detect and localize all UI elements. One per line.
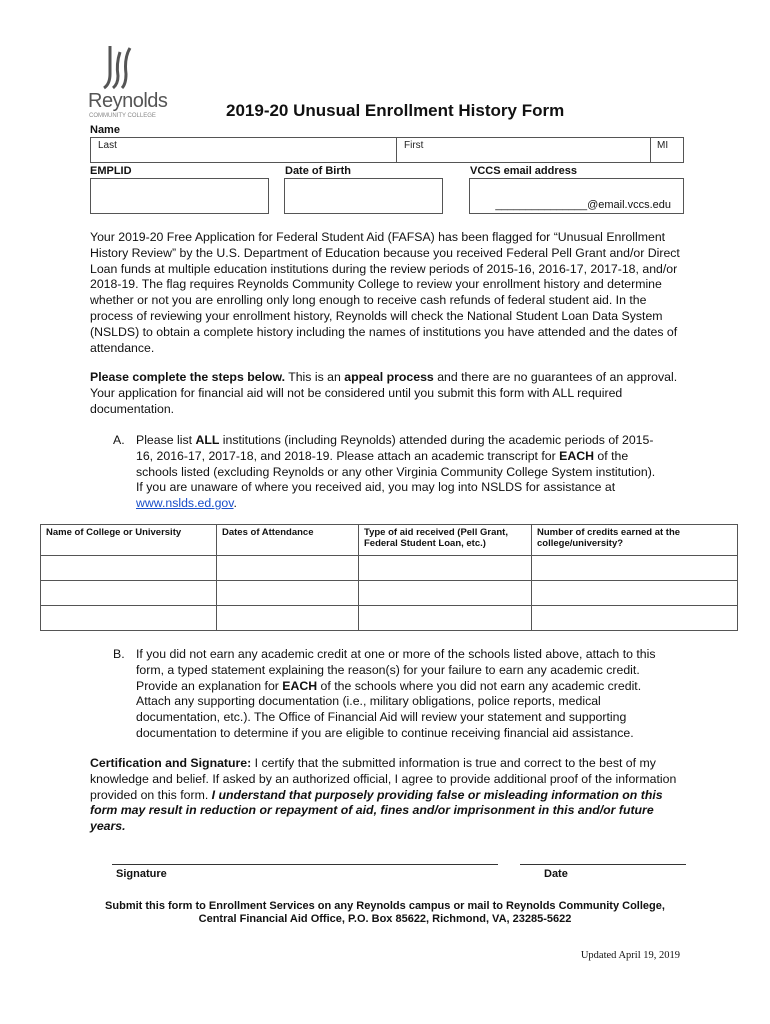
- t: of the schools listed (excluding Reynolds or any other Virginia Community College System institution). If you are unaware of where you received aid, you may log into NSLDS for assistance at: [136, 448, 656, 495]
- cell[interactable]: [359, 556, 532, 581]
- t: EACH: [282, 678, 318, 693]
- steps-text: This is an: [285, 370, 345, 384]
- first-name-field[interactable]: [396, 137, 651, 163]
- certification-paragraph: [90, 756, 686, 835]
- cell[interactable]: [359, 581, 532, 606]
- cell[interactable]: [217, 606, 359, 631]
- t: EACH: [559, 448, 594, 463]
- cert-heading: Certification and Signature:: [90, 756, 252, 770]
- name-label: Name: [90, 124, 120, 136]
- dob-label: Date of Birth: [285, 165, 351, 177]
- cell[interactable]: [217, 581, 359, 606]
- item-b-text: [136, 647, 658, 742]
- emplid-label: EMPLID: [90, 165, 132, 177]
- logo-mark-icon: [100, 44, 140, 95]
- page-title: 2019-20 Unusual Enrollment History Form: [226, 101, 565, 120]
- nslds-link[interactable]: www.nslds.ed.gov: [136, 496, 234, 511]
- cell[interactable]: [532, 556, 738, 581]
- cell[interactable]: [532, 606, 738, 631]
- submit-line-2: Central Financial Aid Office, P.O. Box 85622, Richmond, VA, 23285-5622: [198, 913, 572, 925]
- t: I certify that the submitted information is true and correct to the best of my knowledge and belief. If asked by an authorized official, I agree to provide additional proof of the information provided on this form.: [90, 756, 677, 802]
- email-suffix: _______________@email.vccs.edu: [495, 199, 671, 211]
- emplid-field[interactable]: [90, 178, 269, 214]
- logo-subtitle: COMMUNITY COLLEGE: [89, 113, 156, 119]
- last-label: Last: [98, 140, 117, 151]
- t: institutions (including Reynolds) attended during the academic periods of 2015-16, 2016-17, 2017-18, and 2018-19. Please attach an academic transcript for: [136, 433, 654, 463]
- t: If you did not earn any academic credit at one or more of the schools listed above, attach to this form, a typed statement explaining the reason(s) for your failure to earn any academic credit. Provide an explanation for: [136, 647, 656, 693]
- updated-date: Updated April 19, 2019: [580, 950, 680, 961]
- col-header: Dates of Attendance: [217, 525, 359, 556]
- logo-name: Reynolds: [88, 90, 168, 112]
- table-row: [41, 581, 738, 606]
- first-label: First: [404, 140, 424, 151]
- signature-label: Signature: [116, 868, 167, 880]
- cell[interactable]: [41, 556, 217, 581]
- cell[interactable]: [41, 606, 217, 631]
- submit-line-1: Submit this form to Enrollment Services on any Reynolds campus or mail to Reynolds Community College,: [105, 900, 665, 912]
- last-name-field[interactable]: [90, 137, 397, 163]
- table-row: [41, 606, 738, 631]
- signature-line[interactable]: [112, 864, 498, 865]
- appeal-process: appeal process: [344, 370, 434, 384]
- t: I understand that purposely providing false or misleading information on this form may result in reduction or repayment of aid, fines and/or imprisonment in this and/or future years.: [90, 787, 663, 834]
- table-row: [41, 556, 738, 581]
- email-field[interactable]: [469, 178, 684, 214]
- col-header: Number of credits earned at the college/university?: [532, 525, 738, 556]
- cell[interactable]: [41, 581, 217, 606]
- cell[interactable]: [532, 581, 738, 606]
- date-line[interactable]: [520, 864, 686, 865]
- institutions-table: [40, 524, 738, 631]
- steps-bold: Please complete the steps below.: [90, 370, 285, 384]
- email-label: VCCS email address: [470, 165, 577, 177]
- mi-label: MI: [657, 140, 669, 151]
- col-header: Type of aid received (Pell Grant, Federal Student Loan, etc.): [359, 525, 532, 556]
- intro-paragraph: Your 2019-20 Free Application for Federal Student Aid (FAFSA) has been flagged for “Unusual Enrollment History Review” by the U.S. Department of Education because you received Federal Pell Grant and/or Direct Loan funds at multiple education institutions during the review periods of 2015-16, 2016-17, 2017-18, and/or 2018-19. The flag requires Reynolds Community College to review your enrollment history and determine whether or not you are enrolling only long enough to receive cash refunds of federal student aid. In the process of reviewing your enrollment history, Reynolds will check the National Student Loan Data System (NSLDS) to obtain a complete history including the names of institutions you have attended and the dates of attendance.: [90, 230, 680, 355]
- steps-paragraph: [90, 370, 686, 417]
- col-header: Name of College or University: [41, 525, 217, 556]
- steps-text-2: and there are no guarantees of an approval. Your application for financial aid will not be considered until you submit this form with ALL required documentation.: [90, 370, 678, 416]
- t: Please list: [136, 433, 196, 447]
- item-a-text: [136, 433, 658, 512]
- dob-field[interactable]: [284, 178, 443, 214]
- date-label: Date: [544, 868, 568, 880]
- cell[interactable]: [217, 556, 359, 581]
- t: ALL: [195, 433, 220, 447]
- mi-field[interactable]: [650, 137, 684, 163]
- t: .: [233, 496, 237, 511]
- t: of the schools where you did not earn any academic credit. Attach any supporting documentation (i.e., military obligations, police reports, medical documentation, etc.). The Office of Financial Aid will review your statement and supporting documentation to determine if you are eligible to continue receiving financial aid assistance.: [136, 678, 642, 740]
- cell[interactable]: [359, 606, 532, 631]
- item-a-marker: A.: [113, 433, 125, 447]
- table-header-row: [41, 525, 738, 556]
- item-b-marker: B.: [113, 647, 125, 661]
